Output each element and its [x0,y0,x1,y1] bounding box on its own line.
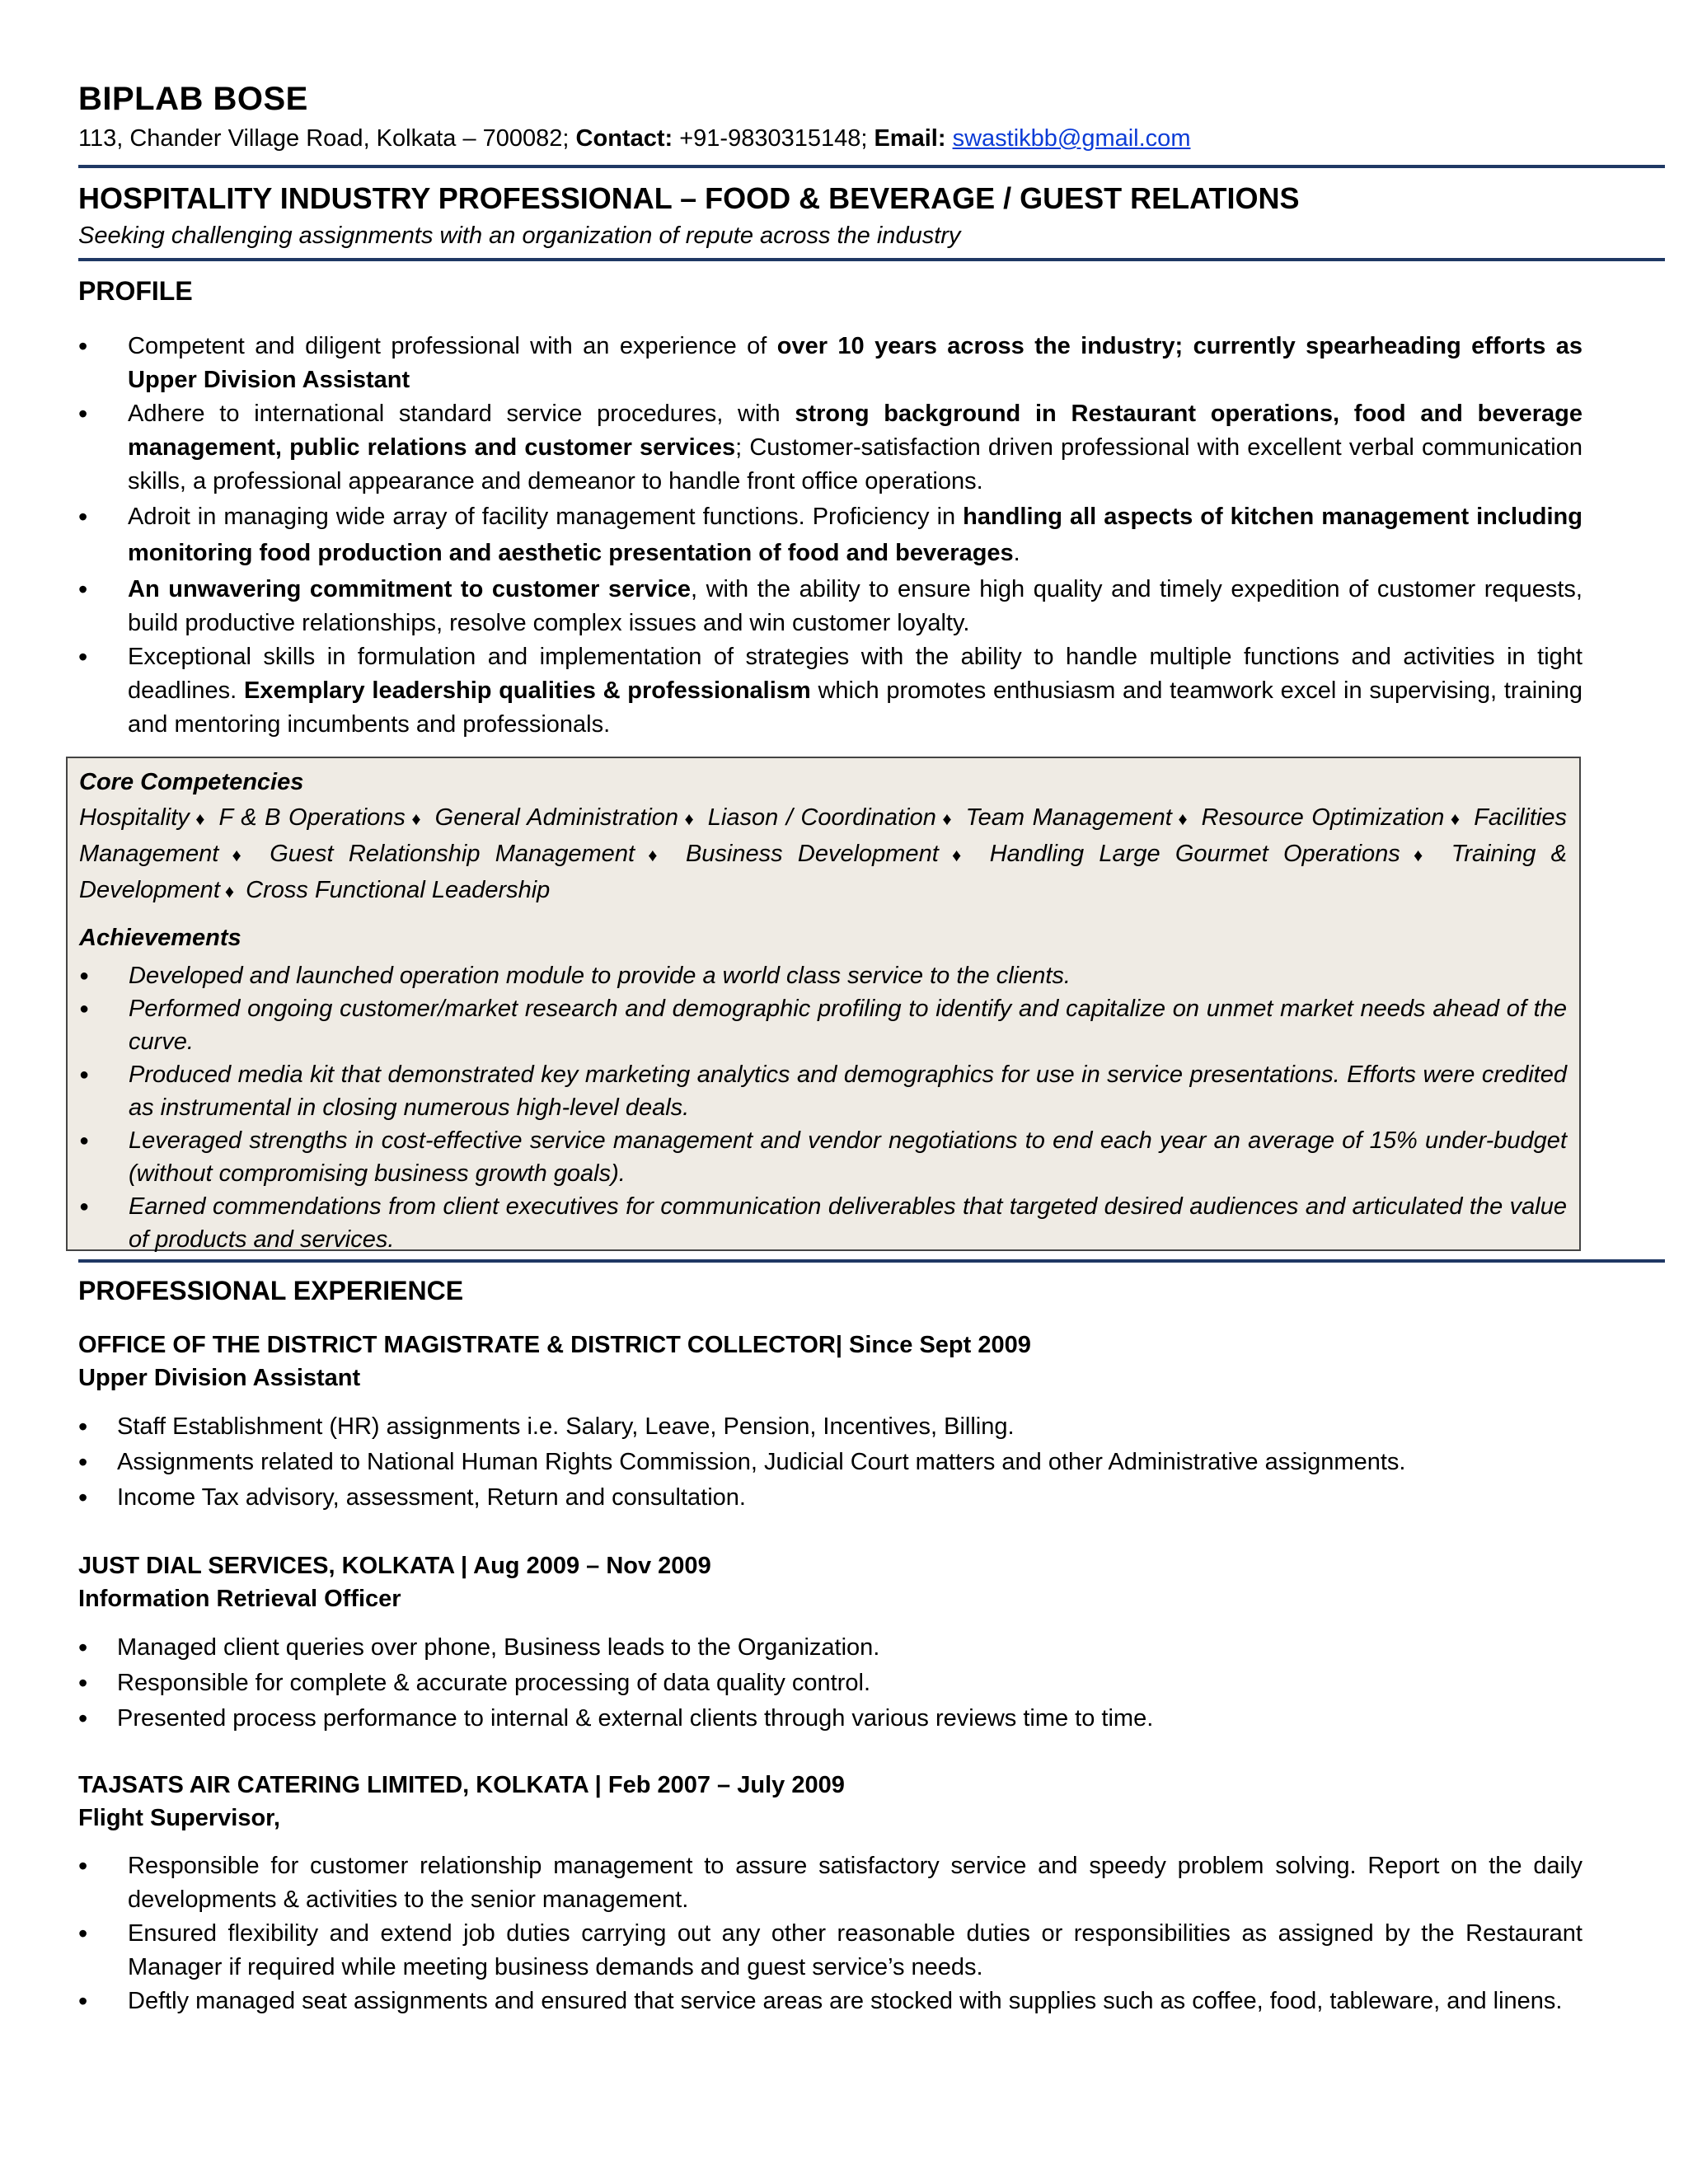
profile-list [78,330,1582,742]
list-item: • Assignments related to National Human Rights Commission, Judicial Court matters and other Administrative assignments. [78,1445,1582,1480]
job-role: Information Retrieval Officer [78,1586,401,1612]
diamond-icon: ♦ [223,845,250,865]
list-item: • Presented process performance to internal & external clients through various reviews time to time. [78,1701,1582,1736]
diamond-icon: ♦ [1449,808,1461,829]
experience-title: PROFESSIONAL EXPERIENCE [78,1276,464,1305]
list-item: ● Earned commendations from client executives for communication deliverables that targeted desired audiences and articulated the value of products and services. [79,1190,1567,1256]
list-item: • Managed client queries over phone, Business leads to the Organization. [78,1630,1582,1666]
competency: Cross Functional Leadership [246,877,551,903]
list-item: • Responsible for customer relationship management to assure satisfactory service and speedy problem solving. Report on the daily developments & activities to the senior management. [78,1849,1582,1917]
job-duties [78,1849,1582,2018]
profile-title: PROFILE [78,276,193,306]
list-item: • Ensured flexibility and extend job duties carrying out any other reasonable duties or responsibilities as assigned by the Restaurant Manager if required while meeting business demands and guest service’s needs. [78,1917,1582,1985]
divider [78,258,1665,261]
competency: General Administration [434,804,679,831]
competency: Liason / Coordination [707,804,936,831]
job-organization: OFFICE OF THE DISTRICT MAGISTRATE & DISTRICT COLLECTOR| Since Sept 2009 [78,1332,1031,1358]
list-item: • Staff Establishment (HR) assignments i.e. Salary, Leave, Pension, Incentives, Billing. [78,1409,1582,1445]
achievements-title: Achievements [79,925,241,951]
address: 113, Chander Village Road, Kolkata – 700082; [78,125,576,152]
competency: Training & Development [79,841,1567,903]
email-label: Email: [874,125,946,152]
diamond-icon: ♦ [640,845,666,865]
job-organization: JUST DIAL SERVICES, KOLKATA | Aug 2009 – Nov 2009 [78,1553,711,1579]
list-item: ● Leveraged strengths in cost-effective service management and vendor negotiations to end each year an average of 15% under-budget (without compromising business growth goals). [79,1124,1567,1190]
email-link[interactable]: swastikbb@gmail.com [952,125,1191,152]
headline-tagline: Seeking challenging assignments with an organization of repute across the industry [78,223,961,249]
competency: Team Management [965,804,1172,831]
headline-title: HOSPITALITY INDUSTRY PROFESSIONAL – FOOD & BEVERAGE / GUEST RELATIONS [78,181,1300,215]
divider [78,1259,1665,1263]
competencies-box [66,757,1581,1251]
competencies-title: Core Competencies [79,769,304,795]
competency: Hospitality [79,804,190,831]
diamond-icon: ♦ [194,808,206,829]
list-item: • Deftly managed seat assignments and ensured that service areas are stocked with supplies such as coffee, food, tableware, and linens. [78,1985,1582,2018]
list-item: • Responsible for complete & accurate processing of data quality control. [78,1666,1582,1701]
competency: F & B Operations [218,804,406,831]
competency: Business Development [685,841,939,867]
list-item: • Income Tax advisory, assessment, Return and consultation. [78,1480,1582,1516]
competency: Guest Relationship Management [270,841,635,867]
job-role: Flight Supervisor, [78,1805,280,1831]
phone: +91-9830315148; [679,125,874,152]
job-duties [78,1409,1582,1516]
list-item: ● Developed and launched operation module to provide a world class service to the clients. [79,959,1567,992]
diamond-icon: ♦ [940,808,954,829]
contact-label: Contact: [575,125,673,152]
job-organization: TAJSATS AIR CATERING LIMITED, KOLKATA | Feb 2007 – July 2009 [78,1772,845,1798]
contact-line [78,125,1190,152]
job-role: Upper Division Assistant [78,1365,361,1391]
competency: Handling Large Gourmet Operations [989,841,1400,867]
list-item: • Adroit in managing wide array of facility management functions. Proficiency in handling all aspects of kitchen management including monitoring food production and aesthetic presentation of food and beverages. [78,499,1582,571]
diamond-icon: ♦ [943,845,970,865]
diamond-icon: ♦ [1176,808,1189,829]
divider [78,165,1665,168]
competency: Resource Optimization [1201,804,1445,831]
competencies-list [79,800,1567,909]
list-item: ● Produced media kit that demonstrated key marketing analytics and demographics for use in service presentations. Efforts were credited as instrumental in closing numerous high-level deals. [79,1058,1567,1124]
list-item: ● Performed ongoing customer/market research and demographic profiling to identify and capitalize on unmet market needs ahead of the curve. [79,992,1567,1058]
candidate-name: BIPLAB BOSE [78,81,308,117]
achievements-list [79,959,1567,1256]
list-item: • Competent and diligent professional with an experience of over 10 years across the industry; currently spearheading efforts as Upper Division Assistant [78,330,1582,397]
competency: Facilities Management [79,804,1567,867]
list-item: • Exceptional skills in formulation and implementation of strategies with the ability to handle multiple functions and activities in tight deadlines. Exemplary leadership qualities & professionalism which promotes enthusiasm and teamwork excel in supervising, training and mentoring incumbents and professionals. [78,640,1582,742]
job-duties [78,1630,1582,1736]
diamond-icon: ♦ [224,881,235,902]
diamond-icon: ♦ [683,808,696,829]
diamond-icon: ♦ [1404,845,1432,865]
list-item: • An unwavering commitment to customer service, with the ability to ensure high quality and timely expedition of customer requests, build productive relationships, resolve complex issues and win customer loyalty. [78,573,1582,640]
list-item: • Adhere to international standard service procedures, with strong background in Restaurant operations, food and beverage management, public relations and customer services; Customer-satisfaction driven professional with excellent verbal communication skills, a professional appearance and demeanor to handle front office operations. [78,397,1582,499]
diamond-icon: ♦ [410,808,423,829]
